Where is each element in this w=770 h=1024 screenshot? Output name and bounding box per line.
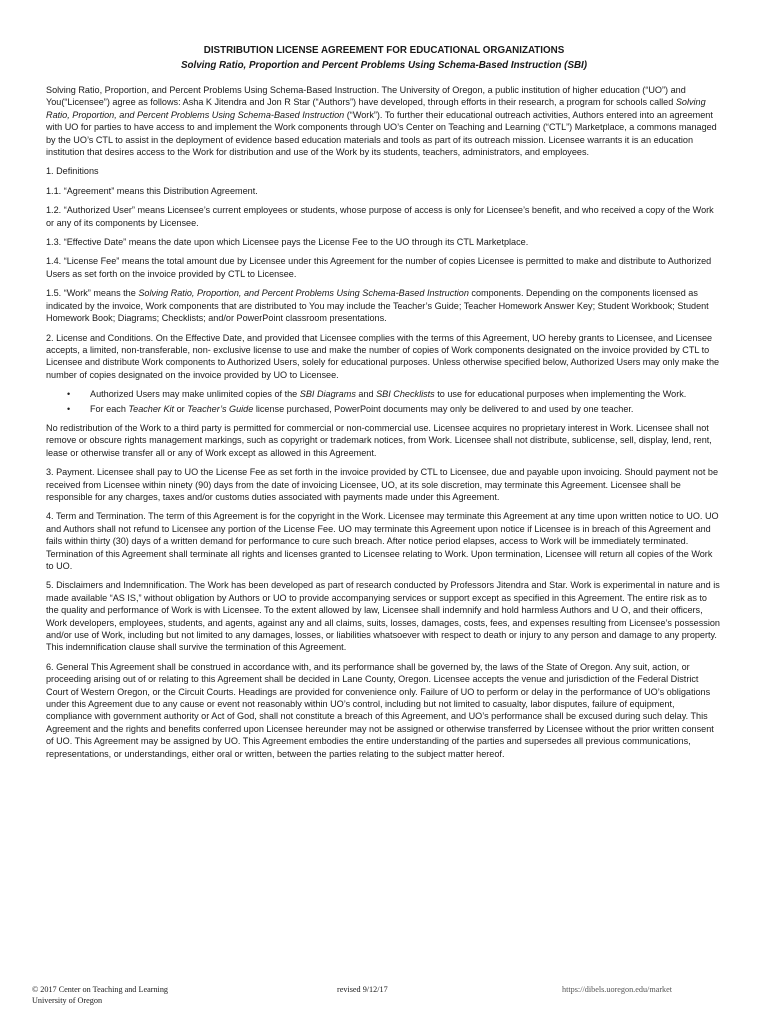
list-item: • Authorized Users may make unlimited copies of the SBI Diagrams and SBI Checklists to use for educational purposes when implementing the Work. (67, 389, 687, 400)
footer-url-link[interactable]: https://dibels.uoregon.edu/market (562, 985, 673, 994)
section-2-license: 2. License and Conditions. On the Effective Date, and provided that Licensee complies with the terms of this Agreement, UO hereby grants to Licensee, and Licensee accepts, a limited, non-transferable, non- exclusive license to use and make the number of copies of Work components designated on the invoice provided by CTL to Licensee and distribute Work components to Authorized Users, solely for educational purposes. Unless otherwise specified below, Authorized Users may only make the number of copies designated on the invoice provided by UO to Licensee. (46, 332, 720, 380)
list-item: • For each Teacher Kit or Teacher’s Guide license purchased, PowerPoint documents may only be delivered to and used by one teacher. (67, 403, 634, 414)
section-3-payment: 3. Payment. Licensee shall pay to UO the License Fee as set forth in the invoice provided by CTL to Licensee, due and payable upon invoicing. Should payment not be received from Licensee within ninety (90) days from the date of invoicing Licensee, UO, at its sole discretion, may terminate this Agreement. Licensee shall be responsible for any charges, taxes and/or customs duties associated with payments made under this Agreement. (46, 467, 719, 502)
definition-1-1: 1.1. “Agreement” means this Distribution Agreement. (46, 185, 258, 196)
section-5-disclaimers: 5. Disclaimers and Indemnification. The Work has been developed as part of research conducted by Professors Jitendra and Star. Work is experimental in nature and is made available “AS IS,” without obligation by Authors or UO to provide accompanying services or support except as specified in this Agreement. The entire risk as to the quality and performance of Work is with Licensee. To the extent allowed by law, Licensee shall indemnify and hold harmless Authors and U O, and their officers, Work developers, employees, students, and agents, against any and all claims, suits, losses, damages, costs, fees, and expenses resulting from Licensee’s possession and/or use of Work, including but not limited to any damages, losses, or liabilities whatsoever with respect to death or injury to any person and damage to any property. This indemnification clause shall survive the termination of this Agreement. (46, 580, 720, 653)
license-document (46, 44, 722, 767)
license-bullet-list (46, 388, 722, 415)
redistribution-paragraph: No redistribution of the Work to a third party is permitted for commercial or non-commercial use. Licensee acquires no proprietary interest in Work. Licensee shall not remove or obscure rights management markings, such as copyright or trademark notices, from Work. Licensee shall not distribute, sublicense, sell, display, lend, rent, lease or otherwise transfer all or any of Work except as allowed in this Agreement. (46, 422, 712, 458)
footer-copyright (32, 985, 168, 1006)
bullet-icon: • (67, 403, 71, 414)
definition-1-2: 1.2. “Authorized User” means Licensee’s current employees or students, whose purpose of access is only for Licensee’s benefit, and who received a copy of the Work or any of its components by Licensee. (46, 205, 714, 228)
footer-copyright-line2: University of Oregon (32, 995, 103, 1005)
definition-1-5: 1.5. “Work” means the Solving Ratio, Proportion, and Percent Problems Using Schema-Based Instruction components. Depending on the components licensed as indicated by the invoice, Work components that are distributed to You may include the Teacher’s Guide; Teacher Homework Answer Key; Student Workbook; Student Homework Book; Diagrams; Checklists; and/or PowerPoint classroom presentations. (46, 288, 709, 324)
footer-copyright-line1: © 2017 Center on Teaching and Learning (32, 985, 169, 994)
section-4-term: 4. Term and Termination. The term of this Agreement is for the copyright in the Work. Licensee may terminate this Agreement at any time upon written notice to UO. UO and Authors shall not refund to Licensee any portion of the License Fee. UO may terminate this Agreement upon notice if Licensee is in breach of this Agreement and fails within thirty (30) days of a written demand for performance to cure such breach. After notice period elapses, access to Work will be immediately terminated. Termination of this Agreement shall terminate all rights and licenses granted to Licensee relating to Work. Upon termination, Licensee will return all copies of the Work to UO. (46, 511, 719, 571)
intro-paragraph: Solving Ratio, Proportion, and Percent Problems Using Schema-Based Instruction. The University of Oregon, a public institution of higher education (“UO”) and You(“Licensee”) agree as follows: Asha K Jitendra and Jon R Star (“Authors”) have developed, through efforts in their research, a program for schools called Solving Ratio, Proportion, and Percent Problems Using Schema-Based Instruction (“Work”). To further their educational outreach activities, Authors entered into an agreement with UO for parties to have access to and implement the Work components through UO’s Center on Teaching and Learning (“CTL”) Marketplace, a commons managed by the UO’s CTL to assist in the deployment of evidence based education materials and tools as part of its outreach mission. Licensee warrants it is an education institution that desires access to the Work for distribution and use of the Work by its students, teachers, administrators, and employees. (46, 85, 717, 158)
definition-1-3: 1.3. “Effective Date” means the date upon which Licensee pays the License Fee to the UO through its CTL Marketplace. (46, 237, 529, 248)
document-title: DISTRIBUTION LICENSE AGREEMENT FOR EDUCATIONAL ORGANIZATIONS (203, 45, 565, 56)
definition-1-4: 1.4. “License Fee” means the total amount due by Licensee under this Agreement for the number of copies Licensee is permitted to make and distribute to Authorized Users as set forth on the invoice provided by CTL to Licensee. (46, 256, 712, 279)
bullet-icon: • (67, 389, 71, 400)
page-footer (32, 985, 742, 1015)
footer-revised: revised 9/12/17 (337, 985, 388, 994)
document-subtitle: Solving Ratio, Proportion and Percent Problems Using Schema-Based Instruction (SBI) (180, 60, 588, 71)
section-6-general: 6. General This Agreement shall be construed in accordance with, and its performance shall be governed by, the laws of the State of Oregon. Any suit, action, or proceeding arising out of or relating to this Agreement shall be decided in Lane County, Oregon. Licensee accepts the venue and jurisdiction of the Federal District Court of Western Oregon, or the Circuit Courts. Headings are provided for convenience only. Failure of UO to perform or delay in the performance of UO’s obligations under this Agreement due to any cause or event not reasonably within UO’s control, including but not limited to casualty, labor disputes, failure of equipment, compliance with government authority or Act of God, shall not constitute a breach of this Agreement, and UO’s performance shall be excused during such delay. This Agreement and the rights and benefits conferred upon Licensee hereunder may not be assigned or otherwise transferred by Licensee without the prior written consent of UO. This Agreement may be assigned by UO. This Agreement embodies the entire understanding of the parties and supersedes all previous communications, representations, or understandings, either oral or written, between the parties relating to the subject matter hereof. (46, 661, 714, 759)
section-1-heading: 1. Definitions (46, 166, 99, 177)
